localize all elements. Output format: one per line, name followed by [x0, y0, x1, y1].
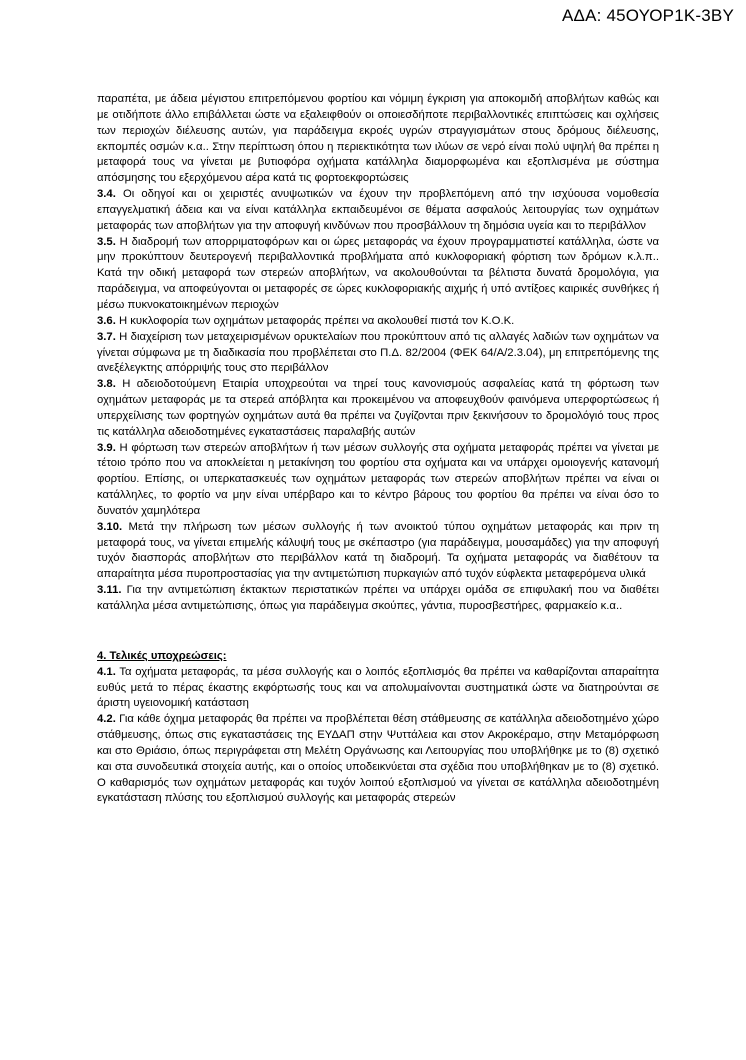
paragraph-text: Η διαδρομή των απορριματοφόρων και οι ώρες μεταφοράς να έχουν προγραμματιστεί κατάλληλα, ώστε να μην προκύπτουν δευτερογενή περιβαλλοντικά προβλήματα από κυκλοφοριακή φόρτιση των δρόμων κ.λ.π.. Κατά την οδική μεταφορά των στερεών αποβλήτων, να ακολουθούνται τα βέλτιστα δυνατά δρομολόγια, για παράδειγμα, να αποφεύγονται οι μεταφορές σε ώρες κυκλοφοριακής αιχμής ή υπό αντίξοες καιρικές συνθήκες ή μέσω πυκνοκατοικημένων περιοχών	[97, 235, 659, 311]
paragraph-text: Η διαχείριση των μεταχειρισμένων ορυκτελαίων που προκύπτουν από τις αλλαγές λαδιών των οχημάτων να γίνεται σύμφωνα με τη διαδικασία που προβλέπεται στο Π.Δ. 82/2004 (ΦΕΚ 64/Α/2.3.04), μη επιτρεπόμενης της ανεξέλεγκτης απόρριψής τους στο περιβάλλον	[97, 330, 659, 375]
paragraph-text: Οι οδηγοί και οι χειριστές ανυψωτικών να έχουν την προβλεπόμενη από την ισχύουσα νομοθεσία επαγγελματική άδεια και να είναι κατάλληλα εκπαιδευμένοι σε θέματα ασφαλούς λειτουργίας των οχημάτων μεταφοράς των αποβλήτων για την αποφυγή κινδύνων που προσβάλλουν τη δημόσια υγεία και το περιβάλλον	[97, 188, 659, 232]
paragraph-number: 3.4.	[97, 188, 116, 201]
paragraph-text: Για κάθε όχημα μεταφοράς θα πρέπει να προβλέπεται θέση στάθμευσης σε κατάλληλα αδειοδοτημένο χώρο στάθμευσης, όπως στις εγκαταστάσεις της ΕΥΔΑΠ στην Ψυττάλεια και στον Ακροκέραμο, στην Μεταμόρφωση και στο Θριάσιο, όπως περιγράφεται στη Μελέτη Οργάνωσης και Λειτουργίας που υποβλήθηκε με το (8) σχετικό και στα συνοδευτικά στοιχεία αυτής, και ο οποίος υποδεικνύεται στα σχέδια που υποβλήθηκαν με το (8) σχετικό. Ο καθαρισμός των οχημάτων μεταφοράς και τυχόν λοιπού εξοπλισμού να γίνεται σε κατάλληλα αδειοδοτημένη εγκατάσταση πλύσης του εξοπλισμού συλλογής και μεταφοράς στερεών	[97, 713, 660, 805]
paragraph-number: 4.2.	[97, 713, 116, 726]
paragraph-text: Η φόρτωση των στερεών αποβλήτων ή των μέσων συλλογής στα οχήματα μεταφοράς πρέπει να γίνεται με τέτοιο τρόπο που να αποκλείεται η μετακίνηση του φορτίου στα οχήματα και να υπάρχει ομοιογενής κατανομή φορτίου. Επίσης, οι υπερκατασκευές των οχημάτων μεταφοράς των στερεών αποβλήτων πρέπει να είναι οι κατάλληλες, το φορτίο να μην είναι υπέρβαρο και το κέντρο βάρους του φορτίου θα πρέπει να είναι όσο το δυνατόν χαμηλότερα	[97, 441, 659, 517]
paragraph-3-7	[97, 330, 659, 378]
paragraph-text: Η αδειοδοτούμενη Εταιρία υποχρεούται να τηρεί τους κανονισμούς ασφαλείας κατά τη φόρτωση των οχημάτων μεταφοράς με τα στερεά απόβλητα και προκειμένου να αποφευχθούν φαινόμενα υπερφορτώσεως ή υπερχείλισης των φορτηγών οχημάτων αυτά θα πρέπει να ζυγίζονται πριν ξεκινήσουν το δρομολόγιό τους προς τις κατάλληλα αδειοδοτημένες εγκαταστάσεις παραλαβής αυτών	[97, 378, 660, 438]
paragraph-3-6	[97, 314, 659, 330]
paragraph-number: 3.7.	[97, 330, 116, 343]
paragraph-text: Για την αντιμετώπιση έκτακτων περιστατικών πρέπει να υπάρχει ομάδα σε επιφυλακή που να διαθέτει κατάλληλα μέσα αντιμετώπισης, όπως για παράδειγμα σκούπες, γάντια, πυροσβεστήρες, φαρμακείο κ.α..	[97, 584, 659, 612]
paragraph-number: 3.10.	[97, 520, 123, 533]
paragraph-continuation	[97, 92, 659, 187]
paragraph-number: 3.9.	[97, 441, 116, 454]
paragraph-text: Η κυκλοφορία των οχημάτων μεταφοράς πρέπει να ακολουθεί πιστά τον Κ.Ο.Κ.	[118, 314, 515, 327]
section-heading: 4. Τελικές υποχρεώσεις:	[97, 649, 227, 662]
paragraph-3-8	[97, 377, 659, 440]
paragraph-text: παραπέτα, με άδεια μέγιστου επιτρεπόμενου φορτίου και νόμιμη έγκριση για αποκομιδή αποβλήτων καθώς και με οτιδήποτε άλλο επιβάλλεται ώστε να εξαλειφθούν οι οποιεσδήποτε περιβαλλοντικές επιπτώσεις και οχλήσεις των περιοχών διέλευσης αυτών, για παράδειγμα εκροές υγρών στραγγισμάτων στους δρόμους διέλευσης, εκπομπές οσμών κ.α.. Στην περίπτωση όπου η περιεκτικότητα των ιλύων σε νερό είναι πολύ υψηλή θα πρέπει η μεταφορά τους να γίνεται με βυτιοφόρα οχήματα κατάλληλα διαμορφωμένα και εξοπλισμένα με σύστημα απόσμησης του εξερχόμενου αέρα κατά τις φορτοεκφορτώσεις	[97, 93, 659, 185]
paragraph-3-5	[97, 235, 659, 314]
section-spacer	[97, 615, 659, 649]
paragraph-3-10	[97, 520, 659, 583]
paragraph-4-1	[97, 665, 659, 713]
paragraph-number: 3.11.	[97, 584, 122, 597]
paragraph-3-4	[97, 187, 659, 235]
paragraph-text: Μετά την πλήρωση των μέσων συλλογής ή των ανοικτού τύπου οχημάτων μεταφοράς και πριν τη μεταφορά τους, να γίνεται επιμελής κάλυψή τους με σκέπαστρο (για παράδειγμα, μουσαμάδες) για την αποφυγή τυχόν διασποράς αποβλήτων στο περιβάλλον κατά τη διαδρομή. Τα οχήματα μεταφοράς να διαθέτουν τα απαραίτητα μέσα πυροπροστασίας για την αντιμετώπιση πυρκαγιών από τυχόν εύφλεκτα μεταφερόμενα υλικά	[97, 520, 659, 581]
paragraph-number: 4.1.	[97, 665, 116, 678]
paragraph-4-2	[97, 712, 659, 807]
paragraph-3-9	[97, 441, 659, 520]
paragraph-number: 3.6.	[97, 314, 116, 327]
document-body	[97, 92, 659, 807]
paragraph-number: 3.8.	[97, 378, 116, 391]
paragraph-3-11	[97, 583, 659, 615]
paragraph-number: 3.5.	[97, 235, 116, 248]
paragraph-text: Τα οχήματα μεταφοράς, τα μέσα συλλογής και ο λοιπός εξοπλισμός θα πρέπει να καθαρίζονται απαραίτητα ευθύς μετά το πέρας έκαστης εκφόρτωσής τους και να απολυμαίνονται συστηματικά ώστε να διατηρούνται σε άριστη υγειονομική κατάσταση	[97, 665, 659, 710]
ada-code: ΑΔΑ: 45ΟΥΟΡ1Κ-3ΒΥ	[562, 6, 734, 25]
